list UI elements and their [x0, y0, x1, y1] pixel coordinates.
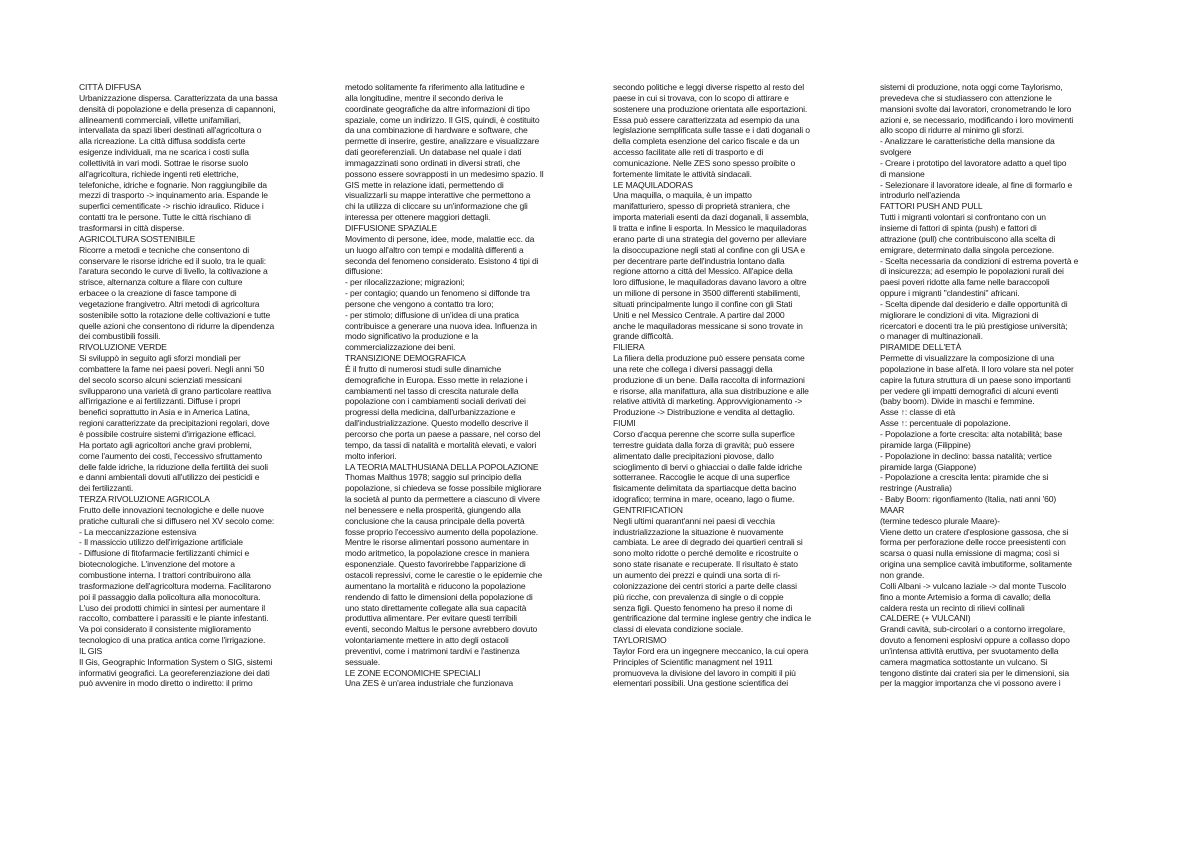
text-line: trasformarsi in città disperse.	[79, 222, 185, 233]
text-line: ostacoli repressivi, come le carestie o le epidemie che	[345, 569, 543, 580]
text-line: erano parte di una strategia del governo per alleviare	[613, 233, 807, 244]
text-line: Thomas Malthus 1978; saggio sul principio della	[345, 472, 522, 483]
text-line: origina una semplice cavità imbutiforme, solitamente	[880, 559, 1072, 570]
text-line: Una ZES è un'area industriale che funzionava	[345, 678, 513, 689]
text-line: Grandi cavità, sub-circolari o a contorno irregolare,	[880, 624, 1066, 635]
text-line: migliorare le condizioni di vita. Migrazioni di	[880, 309, 1039, 320]
text-line: - Analizzare le caratteristiche della mansione da	[880, 136, 1055, 147]
text-line: - per rilocalizzazione; migrazioni;	[345, 277, 465, 288]
text-line: può avvenire in modo diretto o indiretto: il primo	[79, 678, 253, 689]
text-line: CITTÀ DIFFUSA	[79, 82, 142, 92]
text-line: modo significativo la produzione e la	[345, 331, 478, 342]
text-line: La filiera della produzione può essere pensata come	[613, 353, 805, 364]
text-line: immagazzinati sono ordinati in diversi strati, che	[345, 157, 520, 168]
text-line: restringe (Australia)	[880, 483, 952, 494]
text-line: strisce, alternanza colture a filare con culture	[79, 277, 243, 288]
text-line: allineamenti commerciali, villette unifamiliari,	[79, 114, 241, 125]
text-line: Taylor Ford era un ingegnere meccanico, la cui opera	[613, 645, 809, 656]
text-line: capire la futura struttura di un paese sono importanti	[880, 374, 1071, 385]
text-line: Ricorre a metodi e tecniche che consentono di	[79, 244, 250, 255]
text-column-3	[613, 82, 875, 689]
text-line: GENTRIFICATION	[613, 504, 683, 515]
text-line: alla longitudine, mentre il secondo deriva le	[345, 92, 504, 103]
text-line: permette di inserire, gestire, analizzare e visualizzare	[345, 136, 540, 147]
text-line: sono molto ridotte o perché demolite e ricostruite o	[613, 548, 799, 559]
text-line: erbacee o la creazione di fasce tampone di	[79, 288, 237, 299]
text-line: produzione di un bene. Dalla raccolta di informazioni	[613, 374, 805, 385]
text-line: Urbanizzazione dispersa. Caratterizzata da una bassa	[79, 92, 278, 103]
text-line: emigrare, determinato dalla singola percezione.	[880, 244, 1054, 255]
text-line: TAYLORISMO	[613, 635, 667, 646]
text-line: - Creare i prototipo del lavoratore adatto a quel tipo	[880, 157, 1067, 168]
text-line: - Diffusione di fitofarmacie fertilizzanti chimici e	[79, 548, 250, 559]
text-line: industrializzazione la situazione è nuovamente	[613, 526, 784, 537]
text-line: seconda del fenomeno considerato. Esistono 4 tipi di	[345, 255, 539, 266]
text-line: oppure i migranti "clandestini" africani.	[880, 288, 1020, 299]
text-line: L'uso dei prodotti chimici in sintesi per aumentare il	[79, 602, 266, 613]
text-line: all'agricoltura, richiede ingenti reti elettriche,	[79, 168, 239, 179]
text-line: - La meccanizzazione estensiva	[79, 526, 197, 537]
text-line: Asse ↑: percentuale di popolazione.	[880, 418, 1011, 429]
text-line: metodo solitamente fa riferimento alla latitudine e	[345, 82, 525, 92]
text-line: paese in cui si trovava, con lo scopo di attirare e	[613, 92, 789, 103]
text-line: tecnologico di una pratica antica come l'irrigazione.	[79, 635, 266, 646]
text-line: - Il massiccio utilizzo dell'irrigazione artificiale	[79, 537, 243, 548]
text-line: dati georeferenziali. Un database nel quale i dati	[345, 147, 522, 158]
text-line: piramide larga (Giappone)	[880, 461, 977, 472]
text-line: dovuto a fenomeni esplosivi oppure a collasso dopo	[880, 635, 1070, 646]
text-line: accesso facilitate alle reti di trasporto e di	[613, 147, 764, 158]
text-line: popolazione con i cambiamenti sociali derivati dei	[345, 396, 526, 407]
text-line: un'intensa attività eruttiva, per svuotamento della	[880, 645, 1059, 656]
text-line: dei fertilizzanti.	[79, 483, 134, 494]
text-column-2	[345, 82, 607, 689]
text-line: relative attività di marketing. Approvvigionamento ->	[613, 396, 803, 407]
text-line: FILIERA	[613, 342, 645, 353]
text-line: Asse ↑: classe di età	[880, 407, 956, 418]
text-line: fino a monte Artemisio a forma di cavallo; della	[880, 591, 1051, 602]
text-line: l'aratura secondo le curve di livello, la coltivazione a	[79, 266, 268, 277]
text-line: allo scopo di ridurre al minimo gli sforzi.	[880, 125, 1024, 136]
text-line: collettività in vari modi. Sottrae le risorse suolo	[79, 157, 249, 168]
text-line: GIS mette in relazione idati, permettendo di	[345, 179, 504, 190]
text-line: FATTORI PUSH AND PULL	[880, 201, 983, 212]
text-line: svilupparono una varietà di grano particolare reattiva	[79, 385, 272, 396]
text-line: PIRAMIDE DELL'ETÀ	[880, 342, 962, 353]
text-line: mezzi di trasporto -> inquinamento aria. Espande le	[79, 190, 268, 201]
text-line: uno stato direttamente collegate alla sua capacità	[345, 602, 527, 613]
text-line: intervallata da spazi liberi destinati all'agricoltura o	[79, 125, 262, 136]
text-line: Viene detto un cratere d'esplosione gassosa, che si	[880, 526, 1069, 537]
text-line: Produzione -> Distribuzione e vendita al dettaglio.	[613, 407, 795, 418]
text-line: persone che vengono a contatto tra loro;	[345, 298, 494, 309]
text-line: cambiata. Le aree di degrado dei quartieri centrali si	[613, 537, 803, 548]
text-line: visualizzarli su mappe interattive che permettono a	[345, 190, 531, 201]
text-line: per la maggior importanza che vi possono avere i	[880, 678, 1061, 689]
text-line: LA TEORIA MALTHUSIANA DELLA POPOLAZIONE	[345, 461, 539, 472]
text-line: LE ZONE ECONOMICHE SPECIALI	[345, 667, 481, 678]
text-line: situati principalmente lungo il confine con gli Stati	[613, 298, 793, 309]
text-line: - Popolazione a crescita lenta: piramide che si	[880, 472, 1049, 483]
text-line: tengono distinte dai crateri sia per le dimensioni, sia	[880, 667, 1070, 678]
text-line: delle falde idriche, la riduzione della fertilità dei suoli	[79, 461, 268, 472]
text-line: gentrificazione dal termine inglese gentry che indica le	[613, 613, 811, 624]
text-line: chi la utilizza di cliccare su un'informazione che gli	[345, 201, 528, 212]
text-line: sostenibile sotto la rotazione delle coltivazioni e tutte	[79, 309, 271, 320]
text-line: legislazione semplificata sulle tasse e i dati doganali o	[613, 125, 810, 136]
text-line: - per contagio; quando un fenomeno si diffonde tra	[345, 288, 530, 299]
text-line: molto inferiori.	[345, 450, 397, 461]
text-line: contribuisce a generare una nuova idea. Influenza in	[345, 320, 537, 331]
text-line: alla ricreazione. La città diffusa soddisfa certe	[79, 136, 246, 147]
text-line: telefoniche, idriche e fognarie. Non raggiungibile da	[79, 179, 267, 190]
text-line: popolazione in base all'età. Il loro volare sta nel poter	[880, 363, 1074, 374]
text-line: raccolto, combattere i parassiti e le piante infestanti.	[79, 613, 269, 624]
text-line: per vedere gli impatti demografici di alcuni eventi	[880, 385, 1059, 396]
text-line: modo aritmetico, la popolazione cresce in maniera	[345, 548, 530, 559]
text-line: commercializzazione dei beni.	[345, 342, 456, 353]
text-line: regione attorno a città del Messico. All'apice della	[613, 266, 793, 277]
text-line: camera magmatica sottostante un vulcano. Si	[880, 656, 1048, 667]
text-line: percorso che porta un paese a passare, nel corso del	[345, 429, 541, 439]
text-line: da una combinazione di hardware e software, che	[345, 125, 528, 136]
text-line: progressi della medicina, dall'urbanizzazione e	[345, 407, 516, 418]
text-line: contatti tra le persone. Tutte le città rischiano di	[79, 212, 251, 223]
text-line: all'irrigazione e ai fertilizzanti. Diffuse i propri	[79, 396, 241, 407]
text-line: li tratta e infine li esporta. In Messico le maquiladoras	[613, 222, 807, 233]
text-line: anche le maquiladoras messicane si sono trovate in	[613, 320, 803, 331]
text-line: insieme di fattori di spinta (push) e fattori di	[880, 222, 1037, 233]
text-line: LE MAQUILADORAS	[613, 179, 693, 190]
text-line: densità di popolazione e della presenza di capannoni,	[79, 103, 276, 114]
text-line: fisicamente delimitata da spartiacque detta bacino	[613, 483, 797, 494]
text-line: CALDERE (+ VULCANI)	[880, 613, 971, 624]
text-line: forma per perforazione delle rocce preesistenti con	[880, 537, 1066, 548]
text-line: MAAR	[880, 504, 905, 515]
text-line: Si sviluppò in seguito agli sforzi mondiali per	[79, 353, 241, 364]
text-line: idografico; termina in mare, oceano, lago o fiume.	[613, 494, 795, 505]
text-line: possono essere sovrapposti in un medesimo spazio. Il	[345, 168, 544, 179]
text-line: DIFFUSIONE SPAZIALE	[345, 222, 438, 233]
text-line: secondo politiche e leggi diverse rispetto al resto del	[613, 82, 804, 92]
text-line: biotecnologiche. L'invenzione del motore a	[79, 559, 235, 570]
text-line: del secolo scorso alcuni scienziati messicani	[79, 374, 242, 385]
text-line: scarsa o quasi nulla emissione di magma; così si	[880, 548, 1060, 559]
text-line: È il frutto di numerosi studi sulle dinamiche	[345, 363, 502, 374]
text-line: della completa esenzione del carico fiscale e da un	[613, 136, 800, 147]
text-line: TRANSIZIONE DEMOGRAFICA	[345, 353, 466, 364]
text-line: quelle azioni che consentono di ridurre la dipendenza	[79, 320, 275, 331]
text-line: una rete che collega i diversi passaggi della	[613, 363, 773, 374]
text-line: cambiamenti nel tasso di crescita naturale della	[345, 385, 519, 396]
text-line: un milione di persone in 3500 differenti stabilimenti,	[613, 288, 801, 299]
text-line: interessa per ottenere maggiori dettagli.	[345, 212, 491, 223]
text-line: sono state risanate e recuperate. Il risultato è stato	[613, 559, 798, 570]
text-line: fosse proprio l'eccessivo aumento della popolazione.	[345, 526, 539, 537]
text-line: - Scelta dipende dal desiderio e dalle opportunità di	[880, 298, 1068, 309]
text-line: piramide larga (Filippine)	[880, 439, 971, 450]
text-line: sessuale.	[345, 656, 380, 667]
text-line: terrestre guidata dalla forza di gravità; può essere	[613, 439, 795, 450]
text-line: (baby boom). Divide in maschi e femmine.	[880, 396, 1035, 407]
text-line: produttiva alimentare. Per evitare questi terribili	[345, 613, 517, 624]
text-column-4	[880, 82, 1142, 689]
text-line: vegetazione frangivetro. Altri metodi di agricoltura	[79, 298, 260, 309]
text-line: Mentre le risorse alimentari possono aumentare in	[345, 537, 529, 548]
text-line: aumentano la mortalità e riducono la popolazione	[345, 580, 526, 591]
text-line: loro diffusione, le maquiladoras davano lavoro a oltre	[613, 277, 807, 288]
text-line: demografiche in Europa. Esso mette in relazione i	[345, 374, 528, 385]
text-line: Ha portato agli agricoltori anche gravi problemi,	[79, 439, 252, 450]
text-line: (termine tedesco plurale Maare)-	[880, 515, 1000, 526]
text-line: Essa può essere caratterizzata ad esempio da una	[613, 114, 800, 125]
text-line: di insicurezza; ad esempio le popolazioni rurali dei	[880, 266, 1064, 277]
text-line: Negli ultimi quarant'anni nei paesi di vecchia	[613, 515, 775, 526]
text-line: caldera resta un recinto di rilievi collinali	[880, 602, 1025, 613]
text-line: Uniti e nel Messico Centrale. A partire dal 2000	[613, 309, 785, 320]
text-line: tempo, da tassi di natalità e mortalità elevati, e valori	[345, 439, 537, 450]
text-line: pratiche culturali che si diffusero nel XV secolo come:	[79, 515, 275, 526]
text-line: elementari possibili. Una gestione scientifica dei	[613, 678, 788, 689]
text-line: o manager di multinazionali.	[880, 331, 983, 342]
text-line: è possibile costruire sistemi d'irrigazione efficaci.	[79, 429, 256, 439]
text-line: benefici soprattutto in Asia e in America Latina,	[79, 407, 250, 418]
text-line: - per stimolo; diffusione di un'idea di una pratica	[345, 309, 519, 320]
text-line: fortemente limitate le attività sindacali.	[613, 168, 752, 179]
text-line: Frutto delle innovazioni tecnologiche e delle nuove	[79, 504, 264, 515]
text-line: trasformazione dell'agricoltura moderna. Facilitarono	[79, 580, 271, 591]
text-line: Corso d'acqua perenne che scorre sulla superfice	[613, 429, 795, 439]
text-line: un aumento dei prezzi e quindi una sorta di ri-	[613, 569, 781, 580]
text-line: non grande.	[880, 569, 925, 580]
text-line: promuoveva la divisione del lavoro in compiti il più	[613, 667, 796, 678]
text-line: conclusione che la causa principale della povertà	[345, 515, 525, 526]
text-line: sotterranee. Raccoglie le acque di una superfice	[613, 472, 790, 483]
text-line: Tutti i migranti volontari si confrontano con un	[880, 212, 1046, 223]
text-line: Principles of Scientific managment nel 1911	[613, 656, 773, 667]
text-line: per decentrare parte dell'industria lontano dalla	[613, 255, 785, 266]
text-line: Permette di visualizzare la composizione di una	[880, 353, 1054, 364]
text-line: sistemi di produzione, nota oggi come Taylorismo,	[880, 82, 1063, 92]
text-line: la disoccupazione negli stati al confine con gli USA e	[613, 244, 806, 255]
text-line: regioni caratterizzate da precipitazioni regolari, dove	[79, 418, 270, 429]
text-line: e danni ambientali dovuti all'utilizzo dei pesticidi e	[79, 472, 260, 483]
text-line: sostenere una produzione orientata alle esportazioni.	[613, 103, 808, 114]
text-line: TERZA RIVOLUZIONE AGRICOLA	[79, 494, 210, 505]
text-line: un luogo all'altro con tempi e modalità differenti a	[345, 244, 524, 255]
text-line: esigenze individuali, ma ne scarica i costi sulla	[79, 147, 249, 158]
text-line: - Popolazione in declino: bassa natalità; vertice	[880, 450, 1052, 461]
text-line: Una maquilla, o maquila, è un impatto	[613, 190, 752, 201]
text-line: paesi poveri ridotte alla fame nelle baraccopoli	[880, 277, 1050, 288]
text-line: - Selezionare il lavoratore ideale, al fine di formarlo e	[880, 179, 1073, 190]
text-line: superfici cementificate -> rischio idraulico. Riduce i	[79, 201, 264, 212]
text-line: preventivi, come i matrimoni tardivi e l'astinenza	[345, 645, 520, 656]
text-line: diffusione:	[345, 266, 383, 277]
text-line: RIVOLUZIONE VERDE	[79, 342, 167, 353]
text-line: nel benessere e nella prosperità, giungendo alla	[345, 504, 521, 515]
text-line: dei combustibili fossili.	[79, 331, 161, 342]
text-line: esponenziale. Questo favorirebbe l'apparizione di	[345, 559, 526, 570]
text-line: più ricche, con prevalenza di single o di coppie	[613, 591, 784, 602]
text-line: e risorse, alla manifattura, alla sua distribuzione e alle	[613, 385, 809, 396]
text-line: di mansione	[880, 168, 925, 179]
text-line: popolazione, si chiedeva se fosse possibile migliorare	[345, 483, 542, 494]
text-line: - Scelta necessaria da condizioni di estrema povertà e	[880, 255, 1079, 266]
text-line: spaziale, come un indirizzo. Il GIS, quindi, è costituito	[345, 114, 540, 125]
text-line: rendendo di fatto le dimensioni della popolazione di	[345, 591, 533, 602]
text-line: IL GIS	[79, 645, 103, 656]
text-line: scioglimento di bervi o ghiacciai o dalle falde idriche	[613, 461, 803, 472]
text-line: alimentato dalle precipitazioni piovose, dallo	[613, 450, 774, 461]
text-line: - Popolazione a forte crescita: alta notabilità; base	[880, 429, 1063, 439]
text-line: FIUMI	[613, 418, 636, 429]
text-line: AGRICOLTURA SOSTENIBILE	[79, 233, 196, 244]
text-line: coordinate geografiche da altre informazioni di tipo	[345, 103, 530, 114]
text-line: poi il passaggio dalla policoltura alla monocoltura.	[79, 591, 261, 602]
text-line: senza figli. Questo fenomeno ha preso il nome di	[613, 602, 793, 613]
text-line: Movimento di persone, idee, mode, malattie ecc. da	[345, 233, 535, 244]
text-line: come l'aumento dei costi, l'eccessivo sfruttamento	[79, 450, 263, 461]
text-line: - Baby Boom: rigonfiamento (Italia, nati anni '60)	[880, 494, 1057, 505]
text-line: dall'industrializzazione. Questo modello descrive il	[345, 418, 528, 429]
text-line: grande difficoltà.	[613, 331, 674, 342]
text-line: azioni e, se necessario, modificando i loro movimenti	[880, 114, 1074, 125]
text-line: classi di elevata condizione sociale.	[613, 624, 744, 635]
text-line: combustione interna. I trattori contribuirono alla	[79, 569, 251, 580]
text-line: Va poi considerato il consistente miglioramento	[79, 624, 251, 635]
text-line: ricercatori e docenti tra le più prestigiose università;	[880, 320, 1068, 331]
text-line: la società al punto da permettere a ciascuno di vivere	[345, 494, 540, 505]
text-line: informativi geografici. La georeferenziazione dei dati	[79, 667, 270, 678]
text-line: combattere la fame nei paesi poveri. Negli anni '50	[79, 363, 265, 374]
text-line: attrazione (pull) che contribuiscono alla scelta di	[880, 233, 1056, 244]
text-line: eventi, secondo Maltus le persone avrebbero dovuto	[345, 624, 538, 635]
text-line: introdurlo nell'azienda	[880, 190, 960, 201]
text-line: prevedeva che si studiassero con attenzione le	[880, 92, 1052, 103]
text-line: conservare le risorse idriche ed il suolo, tra le quali:	[79, 255, 266, 266]
text-line: comunicazione. Nelle ZES sono spesso proibite o	[613, 157, 796, 168]
text-line: Colli Albani -> vulcano laziale -> dal monte Tuscolo	[880, 580, 1067, 591]
text-line: colonizzazione dei centri storici a parte delle classi	[613, 580, 797, 591]
text-line: volontariamente mettere in atto degli ostacoli	[345, 635, 509, 646]
text-line: manifatturiero, spesso di proprietà straniera, che	[613, 201, 790, 212]
text-line: mansioni svolte dai lavoratori, cronometrando le loro	[880, 103, 1072, 114]
text-line: Il Gis, Geographic Information System o SIG, sistemi	[79, 656, 273, 667]
text-column-1	[79, 82, 341, 689]
text-line: importa materiali esenti da dazi doganali, li assembla,	[613, 212, 809, 223]
text-line: svolgere	[880, 147, 912, 158]
